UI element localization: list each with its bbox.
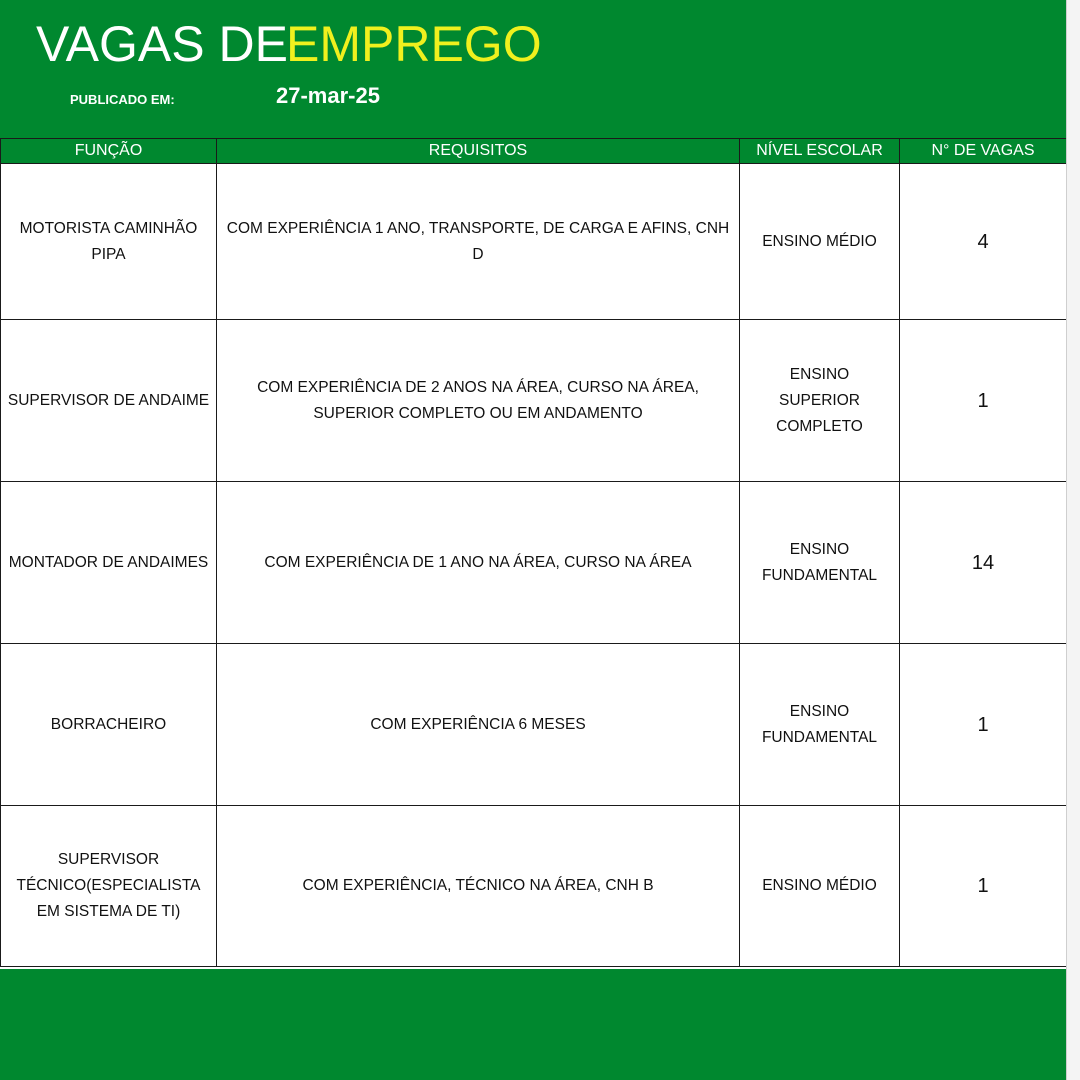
table-row — [1, 164, 1067, 320]
published-label: PUBLICADO EM: — [70, 92, 175, 107]
cell-nivel-escolar: ENSINO FUNDAMENTAL — [740, 644, 900, 806]
header-banner — [0, 0, 1066, 138]
cell-num-vagas: 1 — [900, 320, 1067, 482]
title-vagas-de: VAGAS DE — [36, 16, 288, 72]
published-date: 27-mar-25 — [276, 83, 380, 108]
jobs-table — [0, 138, 1067, 967]
cell-funcao: SUPERVISOR TÉCNICO(ESPECIALISTA EM SISTEMA DE TI) — [1, 806, 217, 967]
cell-funcao: SUPERVISOR DE ANDAIME — [1, 320, 217, 482]
cell-requisitos: COM EXPERIÊNCIA 1 ANO, TRANSPORTE, DE CARGA E AFINS, CNH D — [217, 164, 740, 320]
table-header-row — [1, 139, 1067, 164]
cell-funcao: MONTADOR DE ANDAIMES — [1, 482, 217, 644]
column-header-num-vagas: N° DE VAGAS — [900, 139, 1067, 164]
table-row — [1, 482, 1067, 644]
cell-num-vagas: 4 — [900, 164, 1067, 320]
cell-nivel-escolar: ENSINO FUNDAMENTAL — [740, 482, 900, 644]
footer-banner — [0, 969, 1066, 1080]
cell-nivel-escolar: ENSINO SUPERIOR COMPLETO — [740, 320, 900, 482]
cell-num-vagas: 1 — [900, 806, 1067, 967]
cell-funcao: BORRACHEIRO — [1, 644, 217, 806]
column-header-nivel-escolar: NÍVEL ESCOLAR — [740, 139, 900, 164]
cell-requisitos: COM EXPERIÊNCIA 6 MESES — [217, 644, 740, 806]
table-row — [1, 320, 1067, 482]
cell-requisitos: COM EXPERIÊNCIA DE 2 ANOS NA ÁREA, CURSO NA ÁREA, SUPERIOR COMPLETO OU EM ANDAMENTO — [217, 320, 740, 482]
cell-num-vagas: 1 — [900, 644, 1067, 806]
cell-nivel-escolar: ENSINO MÉDIO — [740, 806, 900, 967]
column-header-requisitos: REQUISITOS — [217, 139, 740, 164]
cell-nivel-escolar: ENSINO MÉDIO — [740, 164, 900, 320]
right-edge-strip — [1066, 0, 1080, 1080]
cell-num-vagas: 14 — [900, 482, 1067, 644]
cell-requisitos: COM EXPERIÊNCIA, TÉCNICO NA ÁREA, CNH B — [217, 806, 740, 967]
cell-funcao: MOTORISTA CAMINHÃO PIPA — [1, 164, 217, 320]
table-row — [1, 644, 1067, 806]
column-header-funcao: FUNÇÃO — [1, 139, 217, 164]
cell-requisitos: COM EXPERIÊNCIA DE 1 ANO NA ÁREA, CURSO NA ÁREA — [217, 482, 740, 644]
table-row — [1, 806, 1067, 967]
title-emprego: EMPREGO — [286, 16, 542, 72]
